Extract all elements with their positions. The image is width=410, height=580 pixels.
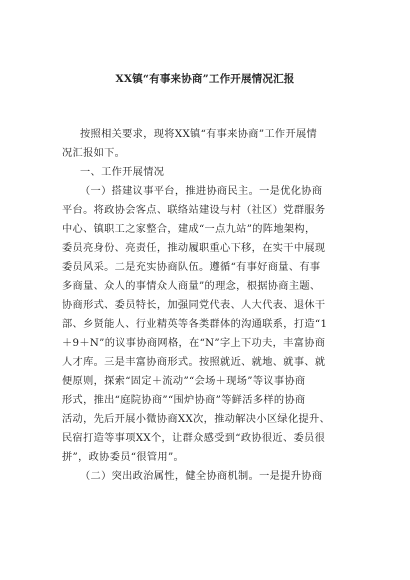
paragraph-line: 平台。将政协会客点、联络站建设与村（社区）党群服务 (62, 205, 326, 216)
paragraph-line: 人才库。三是丰富协商形式。按照就近、就地、就事、就 (62, 357, 326, 368)
paragraph-line: （一）搭建议事平台，推进协商民主。一是优化协商 (80, 186, 323, 197)
paragraph-line: 部、乡贤能人、行业精英等各类群体的沟通联系，打造“1 (62, 319, 328, 330)
paragraph-line: 形式，推出“庭院协商”“围炉协商”等鲜活多样的协商 (62, 395, 306, 406)
paragraph-line: 拼”，政协委员“很管用”。 (62, 452, 185, 463)
paragraph-line: ＋9＋N”的议事协商网格，在“N”字上下功夫，丰富协商 (62, 338, 326, 349)
paragraph-line: 便原则，探索“固定＋流动”“会场＋现场”等议事协商 (62, 376, 306, 387)
paragraph-line: 民宿打造等事项XX个，让群众感受到“政协很近、委员很 (62, 433, 326, 444)
paragraph-line: 协商形式、委员特长，加强同党代表、人大代表、退休干 (62, 300, 326, 311)
paragraph-line: 多商量、众人的事情众人商量”的理念，根据协商主题、 (62, 281, 321, 292)
paragraph-line: 中心、镇职工之家整合，建成“一点九站”的阵地架构， (62, 224, 316, 235)
paragraph-line: 委员亮身份、亮责任，推动履职重心下移，在实干中展现 (62, 243, 326, 254)
paragraph-line: （二）突出政治属性，健全协商机制。一是提升协商 (80, 471, 323, 482)
document-title: XX镇“有事来协商”工作开展情况汇报 (115, 73, 295, 85)
section-heading: 一、工作开展情况 (80, 167, 165, 178)
paragraph-line: 委员风采。二是充实协商队伍。遵循“有事好商量、有事 (62, 262, 321, 273)
paragraph-line: 按照相关要求，现将XX镇“有事来协商”工作开展情 (80, 129, 318, 140)
paragraph-line: 况汇报如下。 (62, 148, 126, 159)
paragraph-line: 活动，先后开展小微协商XX次，推动解决小区绿化提升、 (62, 414, 331, 425)
